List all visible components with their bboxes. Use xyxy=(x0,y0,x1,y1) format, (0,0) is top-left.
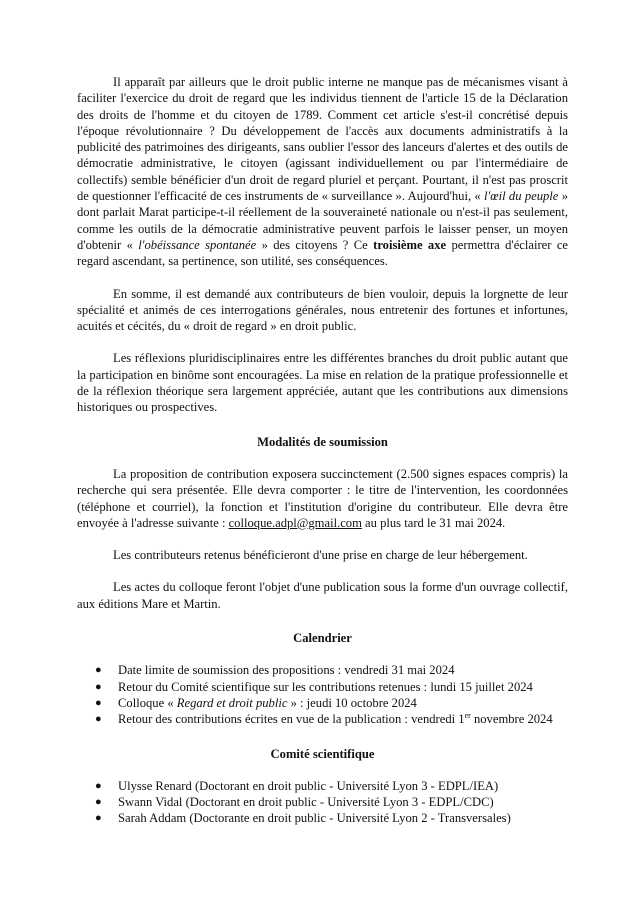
member-text: Sarah Addam (Doctorante en droit public - Université Lyon 2 - Transversales) xyxy=(118,811,511,826)
text-run: permettra d'éclairer ce regard ascendant, sa pertinence, son utilité, ses conséquences. xyxy=(77,237,568,269)
calendar-item xyxy=(77,679,568,695)
submission-heading: Modalités de soumission xyxy=(257,434,388,449)
submission-paragraph-2: Les contributeurs retenus bénéficieront d'une prise en charge de leur hébergement. xyxy=(113,548,528,563)
bullet-icon: ● xyxy=(95,713,102,726)
text-run: La proposition de contribution exposera succinctement (2.500 signes espaces compris) la recherche qui sera présentée. Elle devra comporter : le titre de l'intervention, les coordonnées (téléphone et courriel), la fonction et l'institution d'origine du contributeur. Elle devra être envoyée à l'adresse suivante : xyxy=(77,466,568,530)
calendar-item xyxy=(77,695,568,711)
calendar-item-text: novembre 2024 xyxy=(470,712,553,727)
intro-paragraph-1 xyxy=(77,74,568,270)
committee-member xyxy=(77,778,568,794)
member-text: Swann Vidal (Doctorant en droit public - Université Lyon 3 - EDPL/CDC) xyxy=(118,795,494,810)
text-run: » des citoyens ? Ce xyxy=(256,237,374,252)
italic-title: Regard et droit public xyxy=(176,695,288,710)
bullet-icon: ● xyxy=(95,664,102,677)
calendar-item-text: Date limite de soumission des propositions : vendredi 31 mai 2024 xyxy=(118,663,455,678)
calendar-item-text: Colloque « xyxy=(118,695,177,710)
calendar-heading: Calendrier xyxy=(293,631,352,646)
bullet-icon: ● xyxy=(95,796,102,809)
committee-list xyxy=(77,778,568,827)
text-column xyxy=(77,74,568,827)
intro-paragraph-2: En somme, il est demandé aux contributeurs de bien vouloir, depuis la lorgnette de leur spécialité et animés de ces interrogations générales, nous entretenir des fortunes et infortunes, acuités et cécités, du « droit de regard » en droit public. xyxy=(77,286,568,334)
italic-quote: l'obéissance spontanée xyxy=(138,237,257,252)
intro-paragraph-3: Les réflexions pluridisciplinaires entre les différentes branches du droit public autant que la participation en binôme sont encouragées. La mise en relation de la pratique professionnelle et de la réflexion théorique sera largement appréciée, autant que les contributions aux dimensions historiques ou prospectives. xyxy=(77,351,568,415)
calendar-item-text: Retour du Comité scientifique sur les contributions retenues : lundi 15 juillet 2024 xyxy=(118,679,533,694)
committee-heading: Comité scientifique xyxy=(270,746,375,761)
ordinal-superscript: er xyxy=(464,711,471,721)
bullet-icon: ● xyxy=(95,696,102,709)
calendar-item-text: Retour des contributions écrites en vue de la publication : vendredi 1 xyxy=(118,712,465,727)
italic-quote: l'œil du peuple xyxy=(484,189,559,204)
bullet-icon: ● xyxy=(95,680,102,693)
member-text: Ulysse Renard (Doctorant en droit public - Université Lyon 3 - EDPL/IEA) xyxy=(118,778,499,793)
committee-member xyxy=(77,810,568,826)
text-run: au plus tard le 31 mai 2024. xyxy=(361,515,506,530)
calendar-item xyxy=(77,711,568,727)
bullet-icon: ● xyxy=(95,779,102,792)
bold-phrase: troisième axe xyxy=(373,237,447,252)
submission-paragraph-1 xyxy=(77,466,568,531)
bullet-icon: ● xyxy=(95,812,102,825)
committee-member xyxy=(77,794,568,810)
email-link[interactable]: colloque.adpl@gmail.com xyxy=(228,515,362,530)
calendar-list xyxy=(77,662,568,727)
text-run: » dont parlait Marat participe-t-il réellement de la souveraineté nationale ou n'est-il pas seulement, comme les outils de la démocratie administrative peuvent parfois le laisser penser, un moyen d'obtenir « xyxy=(77,189,568,252)
text-run: Il apparaît par ailleurs que le droit public interne ne manque pas de mécanismes visant à faciliter l'exercice du droit de regard que les individus tiennent de l'article 15 de la Déclaration des droits de l'homme et du citoyen de 1789. Comment cet article s'est-il concrétisé depuis l'époque révolutionnaire ? Du développement de l'accès aux documents administratifs à la publicité des patrimoines des dirigeants, sans oublier l'essor des lanceurs d'alertes et des outils de démocratie administrative, le citoyen (agissant individuellement ou par l'intermédiaire de collectifs) semble bénéficier d'un droit de regard pluriel et perçant. Pourtant, il n'est pas proscrit de questionner l'efficacité de ces instruments de « surveillance ». Aujourd'hui, « xyxy=(77,75,568,204)
calendar-item-text: » : jeudi 10 octobre 2024 xyxy=(287,695,417,710)
calendar-item xyxy=(77,662,568,678)
submission-paragraph-3: Les actes du colloque feront l'objet d'une publication sous la forme d'un ouvrage collectif, aux éditions Mare et Martin. xyxy=(77,580,568,611)
